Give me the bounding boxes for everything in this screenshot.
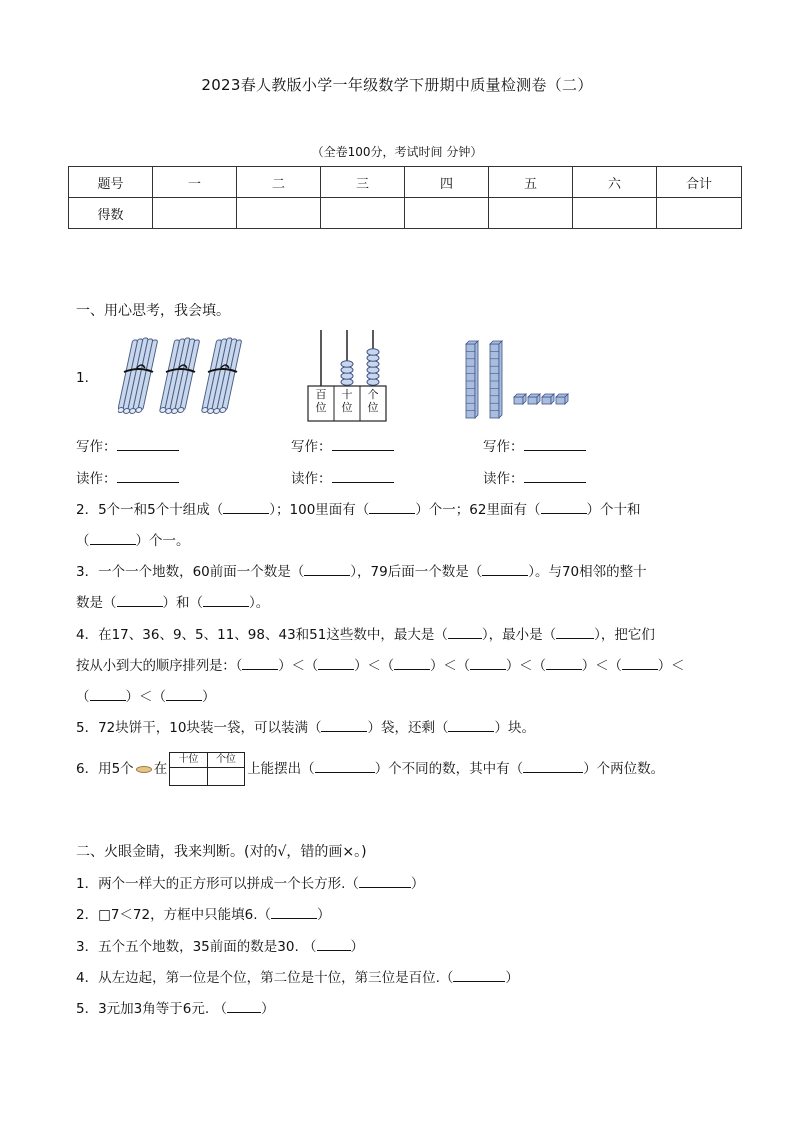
score-header-cell: 六 [573,167,657,198]
answer-blank[interactable] [117,470,179,483]
read-label: 读作： [76,471,117,487]
bead-icon [136,766,152,773]
q3-line2 [76,591,269,611]
q3-text: 数是（ [76,595,117,611]
q4-text: ） [202,689,216,705]
answer-blank[interactable] [394,657,430,670]
q4-text: 4．在17、36、9、5、11、98、43和51这些数中，最大是（ [76,627,448,643]
q2-line2 [76,529,190,549]
q2-line1 [76,498,641,518]
answer-blank[interactable] [369,501,415,514]
q1-write-3 [483,435,586,455]
answer-blank[interactable] [117,438,179,451]
score-table [68,166,742,229]
q6-text: 在 [153,761,168,777]
q4-text: （ [76,689,90,705]
answer-blank[interactable] [482,563,528,576]
answer-blank[interactable] [524,470,586,483]
section2-heading: 二、火眼金睛，我来判断。(对的√，错的画×。) [76,844,367,860]
answer-blank[interactable] [117,594,163,607]
q1-write-1 [76,435,179,455]
judge-item-1 [76,872,424,892]
answer-blank[interactable] [470,657,506,670]
q3-line1 [76,560,647,580]
judge-text: ） [317,907,331,923]
answer-blank[interactable] [304,563,350,576]
q2-text: ）个十和 [586,502,641,518]
answer-blank[interactable] [448,626,482,639]
q4-text: ）＜（ [429,658,470,674]
answer-blank[interactable] [546,657,582,670]
exam-subtitle: （全卷100分，考试时间 分钟） [311,145,483,159]
answer-blank[interactable] [271,906,317,919]
judge-text: 5．3元加3角等于6元. （ [76,1001,227,1017]
q3-text: ），79后面一个数是（ [350,564,483,580]
q4-text: ）＜（ [278,658,319,674]
score-cell[interactable] [405,198,489,229]
score-cell[interactable] [489,198,573,229]
q4-text: ），最小是（ [481,627,557,643]
score-cell[interactable] [573,198,657,229]
answer-blank[interactable] [223,501,269,514]
q4-text: ），把它们 [594,627,655,643]
place-value-box [169,752,245,786]
q2-text: ）个一；62里面有（ [415,502,541,518]
tens-header: 十位 [170,753,208,767]
answer-blank[interactable] [90,688,126,701]
section1-heading: 一、用心思考，我会填。 [76,303,230,319]
q2-text: 2．5个一和5个十组成（ [76,502,224,518]
q3-text: ）和（ [162,595,203,611]
q3-text: ）。与70相邻的整十 [528,564,647,580]
answer-blank[interactable] [321,719,367,732]
score-cell[interactable] [321,198,405,229]
q4-line2 [76,654,684,674]
judge-text: ） [350,939,365,955]
q6-line [76,752,664,786]
judge-text: ） [505,970,519,986]
score-cell[interactable] [153,198,237,229]
answer-blank[interactable] [622,657,658,670]
ones-header: 个位 [215,754,236,765]
q4-line3 [76,685,216,705]
answer-blank[interactable] [453,969,505,982]
q5-text: ）块。 [494,720,535,736]
score-cell[interactable] [657,198,742,229]
answer-blank[interactable] [318,657,354,670]
judge-text: ） [260,1001,275,1017]
judge-text: 4．从左边起，第一位是个位，第二位是十位，第三位是百位.（ [76,970,454,986]
q4-text: ）＜（ [581,658,622,674]
read-label: 读作： [291,471,332,487]
q4-line1 [76,623,655,643]
q4-text: ）＜（ [125,689,166,705]
score-table-score-row [69,198,742,229]
stick-bundles-image [118,334,250,420]
judge-item-5 [76,997,274,1017]
q2-text: ）个一。 [135,533,190,549]
answer-blank[interactable] [523,760,583,773]
answer-blank[interactable] [524,438,586,451]
q5-line [76,716,535,736]
answer-blank[interactable] [556,626,594,639]
q4-text: ）＜（ [505,658,546,674]
q3-text: 3．一个一个地数，60前面一个数是（ [76,564,305,580]
q3-text: ）。 [249,595,270,611]
answer-blank[interactable] [227,1000,261,1013]
score-row-label: 得数 [69,198,153,229]
q4-text: ）＜（ [354,658,394,674]
answer-blank[interactable] [203,594,249,607]
answer-blank[interactable] [166,688,202,701]
q4-text: ）＜ [657,658,685,674]
q1-read-2 [291,467,394,487]
answer-blank[interactable] [90,532,136,545]
q6-text: ）个不同的数，其中有（ [374,761,524,777]
q5-text: ）袋，还剩（ [367,720,449,736]
score-header-cell: 题号 [69,167,153,198]
q5-text: 5．72块饼干，10块装一袋，可以装满（ [76,720,322,736]
q2-text: （ [76,533,90,549]
write-label: 写作： [483,439,524,455]
answer-blank[interactable] [332,470,394,483]
judge-text: ） [410,876,425,892]
score-header-cell: 合计 [657,167,742,198]
abacus-label-tens: 十 位 [341,388,353,414]
score-header-cell: 四 [405,167,489,198]
abacus-label-ones: 个 位 [367,388,379,414]
q6-text: 6．用5个 [76,761,134,777]
q6-text: ）个两位数。 [583,761,665,777]
answer-blank[interactable] [541,501,587,514]
answer-blank[interactable] [242,657,278,670]
judge-text: 1．两个一样大的正方形可以拼成一个长方形.（ [76,876,359,892]
score-header-cell: 二 [237,167,321,198]
q1-write-2 [291,435,394,455]
score-cell[interactable] [237,198,321,229]
judge-text: 3．五个五个地数，35前面的数是30. （ [76,939,317,955]
write-label: 写作： [291,439,332,455]
q6-text: 上能摆出（ [247,761,315,777]
answer-blank[interactable] [315,760,375,773]
judge-text: 2．□7＜72，方框中只能填6.（ [76,907,271,923]
judge-item-3 [76,935,364,955]
score-header-cell: 五 [489,167,573,198]
q1-read-3 [483,467,586,487]
base-ten-blocks-image [462,340,578,420]
q1-number: 1. [76,370,89,386]
write-label: 写作： [76,439,117,455]
score-header-cell: 一 [153,167,237,198]
answer-blank[interactable] [332,438,394,451]
score-table-header-row [69,167,742,198]
answer-blank[interactable] [359,875,411,888]
q2-text: ）；100里面有（ [269,502,370,518]
q4-text: 按从小到大的顺序排列是：（ [76,658,243,674]
page-title: 2023春人教版小学一年级数学下册期中质量检测卷（二） [201,76,593,94]
read-label: 读作： [483,471,524,487]
judge-item-4 [76,966,519,986]
q1-read-1 [76,467,179,487]
abacus-label-hundreds: 百 位 [315,388,327,414]
answer-blank[interactable] [317,938,351,951]
judge-item-2 [76,903,331,923]
score-header-cell: 三 [321,167,405,198]
answer-blank[interactable] [448,719,494,732]
